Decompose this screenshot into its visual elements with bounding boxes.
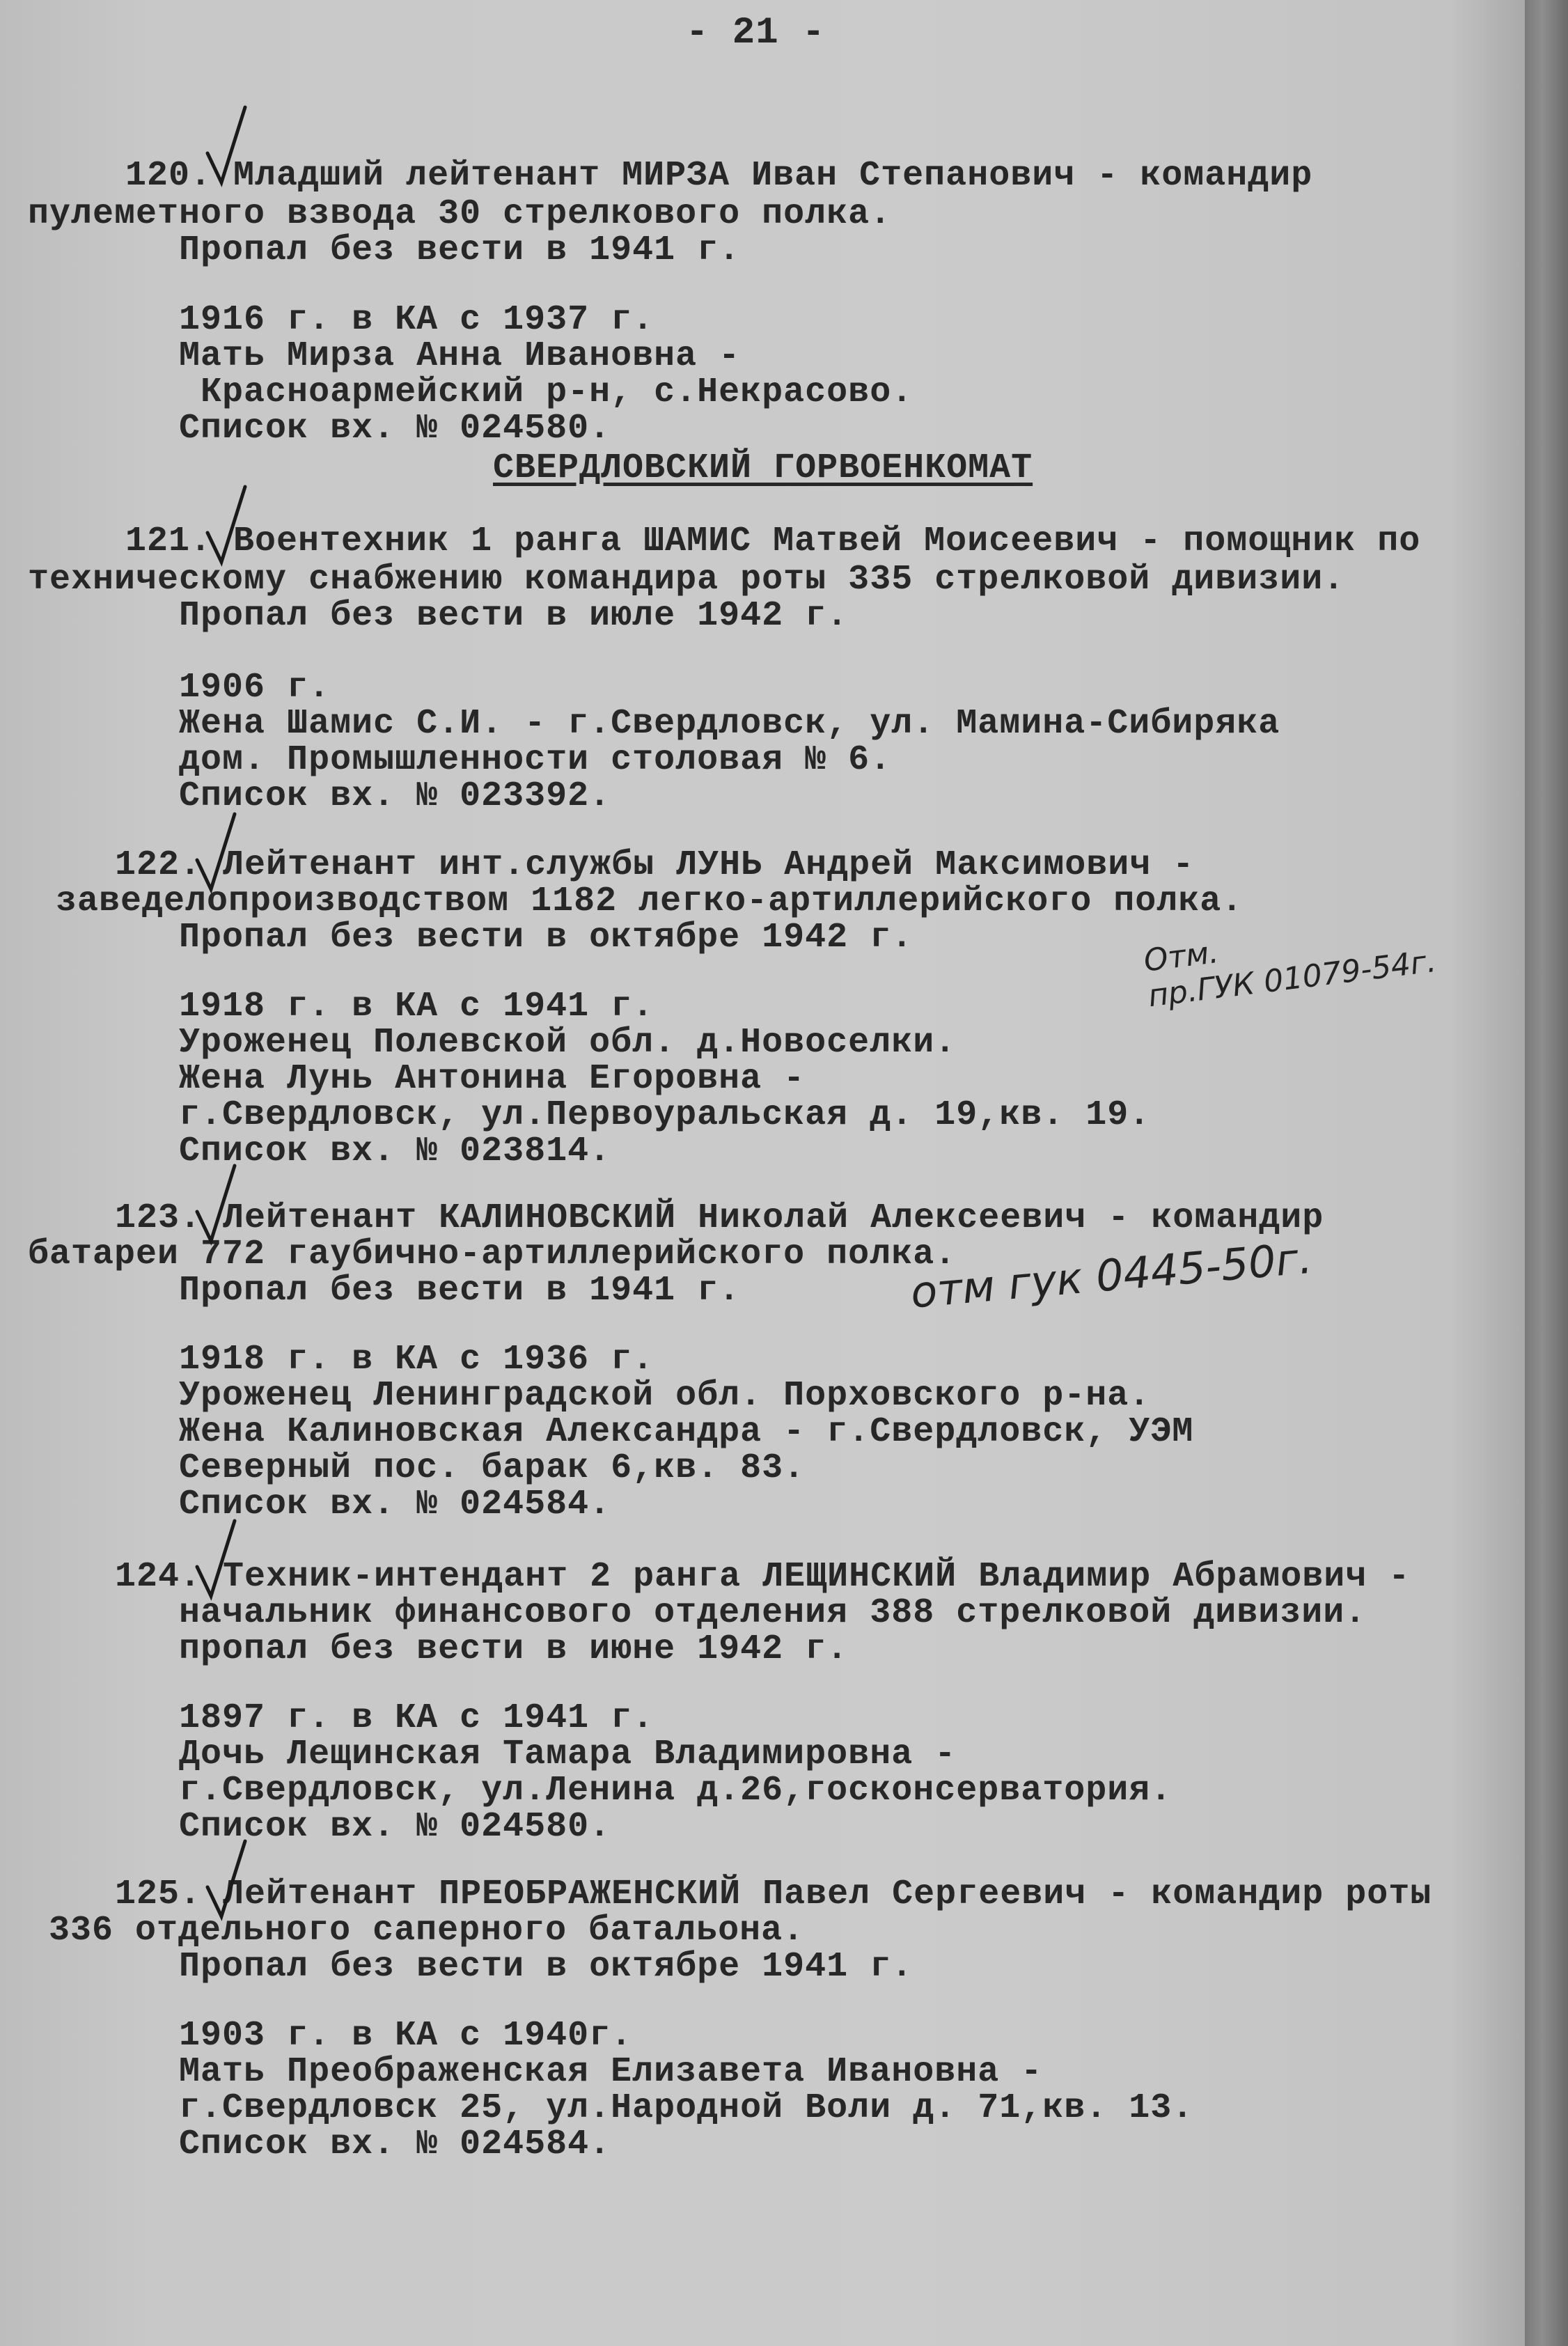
entry-123-line-7: Жена Калиновская Александра - г.Свердловск, УЭМ xyxy=(28,1412,1194,1452)
entry-120-line-3: Пропал без вести в 1941 г. xyxy=(28,230,741,270)
page-number: - 21 - xyxy=(686,12,826,54)
entry-122-line-5: 1918 г. в КА с 1941 г. xyxy=(28,987,654,1026)
entry-124-line-8: Список вх. № 024580. xyxy=(28,1807,611,1847)
entry-121-line-8: Список вх. № 023392. xyxy=(28,776,611,816)
entry-124-line-2: начальник финансового отделения 388 стрелковой дивизии. xyxy=(28,1593,1367,1633)
handwritten-note-123: отм гук 0445-50г. xyxy=(909,1232,1315,1318)
entry-120-line-7: Красноармейский р-н, с.Некрасово. xyxy=(28,373,914,412)
entry-123-line-2: батареи 772 гаубично-артиллерийского полка. xyxy=(28,1235,957,1274)
entry-121-line-2: техническому снабжению командира роты 335 стрелковой дивизии. xyxy=(28,560,1345,600)
entry-120-line-5: 1916 г. в КА с 1937 г. xyxy=(28,300,654,340)
entry-122-line-6: Уроженец Полевской обл. д.Новоселки. xyxy=(28,1023,957,1063)
checkmark-icon xyxy=(191,1163,240,1246)
section-heading: СВЕРДЛОВСКИЙ ГОРВОЕНКОМАТ xyxy=(493,448,1033,488)
entry-122-line-9: Список вх. № 023814. xyxy=(28,1132,611,1171)
checkmark-icon xyxy=(202,104,251,188)
entry-125-line-1: 125. Лейтенант ПРЕОБРАЖЕНСКИЙ Павел Сергеевич - командир роты xyxy=(115,1875,1432,1914)
entry-120-line-8: Список вх. № 024580. xyxy=(28,409,611,448)
entry-124-line-5: 1897 г. в КА с 1941 г. xyxy=(28,1698,654,1738)
entry-124-line-7: г.Свердловск, ул.Ленина д.26,госконсерватория. xyxy=(28,1771,1173,1811)
entry-123-line-5: 1918 г. в КА с 1936 г. xyxy=(28,1340,654,1379)
entry-122-line-2: заведелопроизводством 1182 легко-артиллерийского полка. xyxy=(56,882,1244,921)
entry-125-line-2: 336 отдельного саперного батальона. xyxy=(49,1911,805,1950)
entry-124-line-6: Дочь Лещинская Тамара Владимировна - xyxy=(28,1735,957,1774)
entry-122-line-8: г.Свердловск, ул.Первоуральская д. 19,кв. 19. xyxy=(28,1095,1151,1135)
entry-125-line-7: г.Свердловск 25, ул.Народной Воли д. 71,кв. 13. xyxy=(28,2088,1194,2128)
entry-123-line-1: 123. Лейтенант КАЛИНОВСКИЙ Николай Алексеевич - командир xyxy=(115,1198,1324,1238)
entry-122-line-7: Жена Лунь Антонина Егоровна - xyxy=(28,1059,806,1099)
entry-120-line-1: 120. Младший лейтенант МИРЗА Иван Степанович - командир xyxy=(125,156,1313,196)
checkmark-icon xyxy=(202,1838,251,1922)
entry-123-line-8: Северный пос. барак 6,кв. 83. xyxy=(28,1448,806,1488)
entry-122-line-1: 122. Лейтенант инт.службы ЛУНЬ Андрей Максимович - xyxy=(115,845,1195,885)
checkmark-icon xyxy=(191,1518,240,1602)
entry-123-line-9: Список вх. № 024584. xyxy=(28,1485,611,1524)
checkmark-icon xyxy=(202,484,251,568)
entry-121-line-5: 1906 г. xyxy=(28,668,331,707)
entry-125-line-8: Список вх. № 024584. xyxy=(28,2125,611,2164)
entry-121-line-6: Жена Шамис С.И. - г.Свердловск, ул. Мамина-Сибиряка xyxy=(28,704,1280,744)
page-edge xyxy=(1525,0,1568,2346)
entry-123-line-6: Уроженец Ленинградской обл. Порховского р-на. xyxy=(28,1376,1151,1416)
entry-121-line-1: 121. Воентехник 1 ранга ШАМИС Матвей Моисеевич - помощник по xyxy=(125,522,1421,561)
entry-120-line-6: Мать Мирза Анна Ивановна - xyxy=(28,336,741,376)
checkmark-icon xyxy=(191,811,240,895)
entry-123-line-3: Пропал без вести в 1941 г. xyxy=(28,1271,741,1311)
entry-125-line-3: Пропал без вести в октябре 1941 г. xyxy=(28,1947,914,1987)
handwritten-note-122: Отм. пр.ГУК 01079-54г. xyxy=(1142,934,1438,1015)
entry-122-line-3: Пропал без вести в октябре 1942 г. xyxy=(28,918,914,957)
entry-120-line-2: пулеметного взвода 30 стрелкового полка. xyxy=(28,194,892,234)
entry-121-line-3: Пропал без вести в июле 1942 г. xyxy=(28,596,849,636)
entry-124-line-3: пропал без вести в июне 1942 г. xyxy=(28,1629,849,1669)
entry-125-line-6: Мать Преображенская Елизавета Ивановна - xyxy=(28,2052,1043,2092)
entry-121-line-7: дом. Промышленности столовая № 6. xyxy=(28,740,892,780)
entry-124-line-1: 124. Техник-интендант 2 ранга ЛЕЩИНСКИЙ Владимир Абрамович - xyxy=(115,1557,1411,1597)
entry-125-line-5: 1903 г. в КА с 1940г. xyxy=(28,2016,633,2056)
